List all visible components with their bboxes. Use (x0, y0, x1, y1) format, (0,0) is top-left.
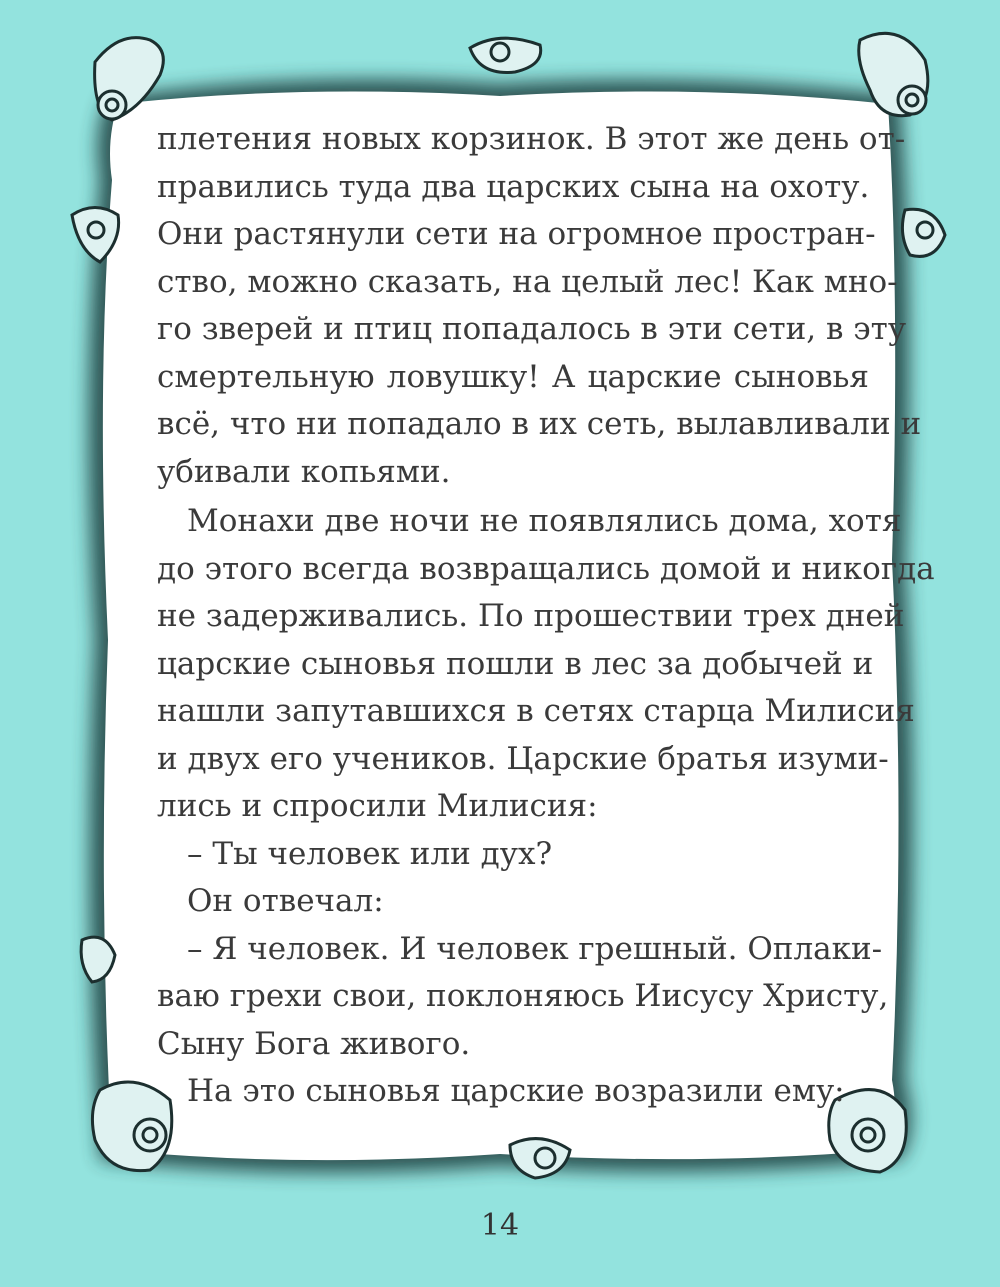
text-line: Они растянули сети на огромное простран- (157, 216, 876, 252)
text-line: правились туда два царских сына на охоту. (157, 168, 870, 205)
text-line: до этого всегда возвращались домой и никогда (157, 550, 935, 587)
dialogue-line: – Ты человек или дух? (187, 835, 553, 872)
text-line: смертельную ловушку! А царские сыновья (157, 358, 869, 395)
text-line: убивали копьями. (157, 453, 451, 490)
text-line: Монахи две ночи не появлялись дома, хотя (187, 503, 902, 539)
text-line: и двух его учеников. Царские братья изуми- (157, 740, 889, 777)
text-line: Сыну Бога живого. (157, 1025, 471, 1062)
text-line: нашли запутавшихся в сетях старца Милисия (157, 693, 915, 729)
text-line: ство, можно сказать, на целый лес! Как мно- (157, 263, 898, 300)
text-line: царские сыновья пошли в лес за добычей и (157, 645, 874, 682)
page-text (157, 116, 935, 1116)
text-line: Он отвечал: (187, 883, 384, 919)
text-line: го зверей и птиц попадалось в эти сети, в эту (157, 311, 907, 347)
text-line: ваю грехи свои, поклоняюсь Иисусу Христу, (157, 978, 889, 1014)
text-line: не задерживались. По прошествии трех дней (157, 598, 905, 634)
dialogue-line: – Я человек. И человек грешный. Оплаки- (187, 930, 883, 967)
text-line: всё, что ни попадало в их сеть, вылавливали и (157, 406, 922, 442)
text-line: На это сыновья царские возразили ему: (187, 1073, 845, 1109)
page-number: 14 (480, 1208, 520, 1243)
text-line: плетения новых корзинок. В этот же день от- (157, 121, 906, 157)
text-line: лись и спросили Милисия: (157, 788, 598, 824)
